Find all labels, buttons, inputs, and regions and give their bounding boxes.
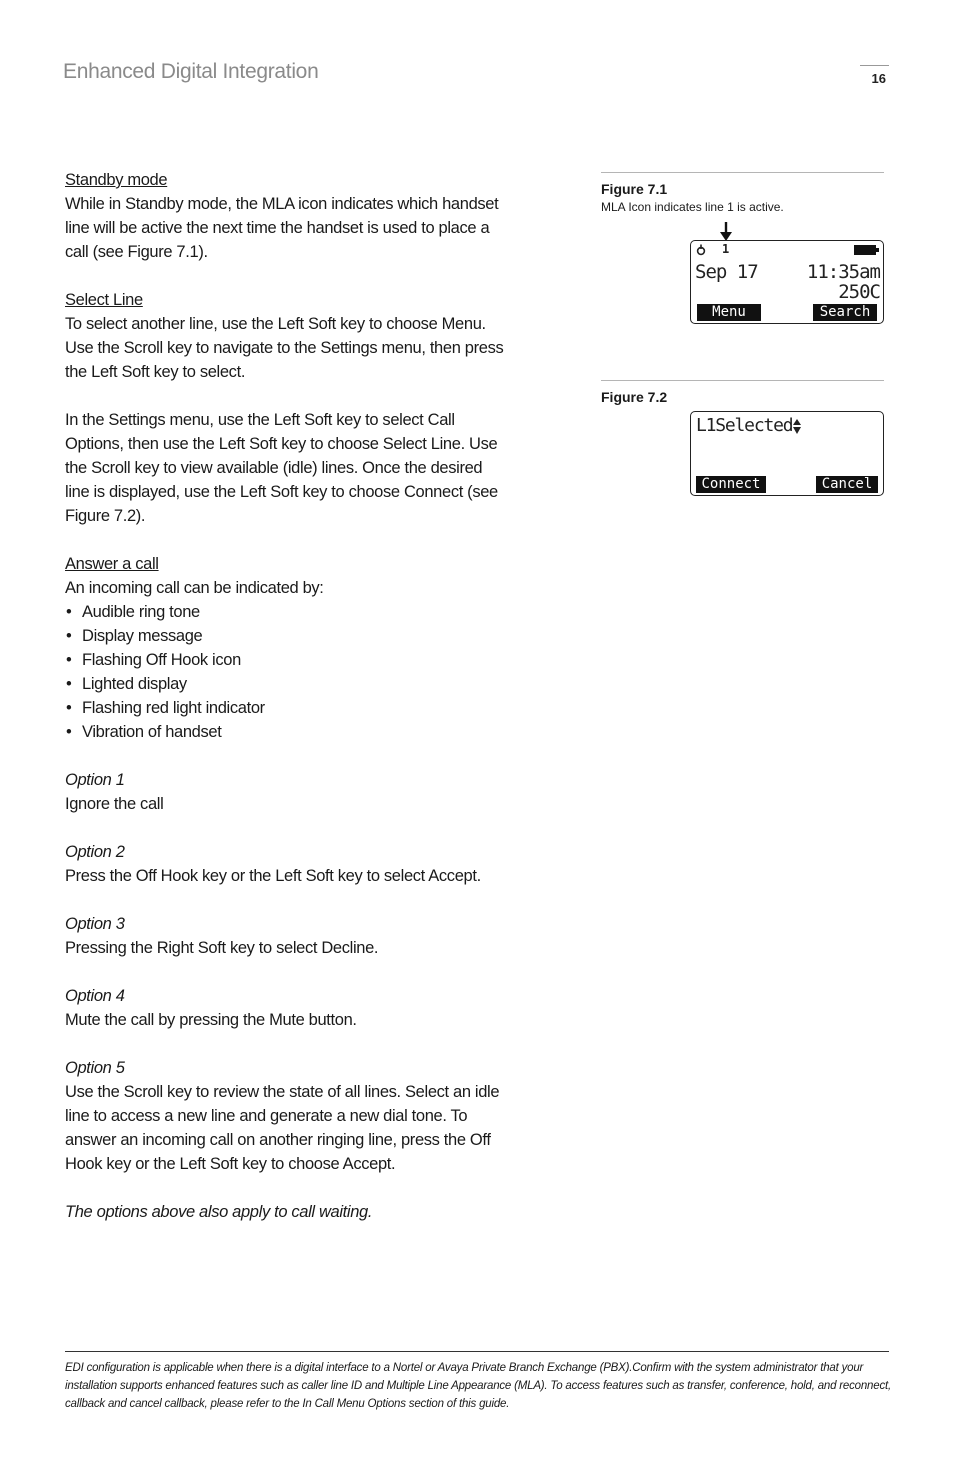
screen-message: L1Selected: [696, 415, 793, 436]
figure-1-title: Figure 7.1: [601, 181, 668, 197]
handset-screen-select-line: [690, 411, 884, 496]
answer-heading: Answer a call: [65, 555, 159, 573]
standby-heading: Standby mode: [65, 171, 168, 189]
softkey-connect: Connect: [696, 476, 766, 493]
list-item: • Flashing red light indicator: [65, 696, 505, 720]
battery-icon: [854, 244, 880, 256]
option-3-text: Pressing the Right Soft key to select Decline.: [65, 939, 379, 957]
arrow-down-icon: [719, 222, 733, 242]
list-item: • Lighted display: [65, 672, 505, 696]
mla-line-number: 1: [722, 242, 730, 256]
softkey-menu: Menu: [697, 304, 761, 321]
select-line-paragraph-2: In the Settings menu, use the Left Soft key to select Call Options, then use the Left Soft key to choose Select Line. Use the Scroll key to view available (idle) lines. Once the desired line is displayed, use the Left Soft key to choose Connect (see Figure 7.2).: [65, 411, 498, 525]
standby-paragraph: While in Standby mode, the MLA icon indicates which handset line will be active the next time the handset is used to place a call (see Figure 7.1).: [65, 195, 499, 261]
page-number: 16: [871, 71, 886, 86]
indicator-list: [65, 600, 505, 744]
option-4-text: Mute the call by pressing the Mute button.: [65, 1011, 357, 1029]
option-2-label: Option 2: [65, 843, 125, 861]
option-4-label: Option 4: [65, 987, 125, 1005]
option-3-label: Option 3: [65, 915, 125, 933]
list-item: • Vibration of handset: [65, 720, 505, 744]
answer-intro: An incoming call can be indicated by:: [65, 579, 324, 597]
main-text-column: [65, 168, 505, 1224]
scroll-updown-icon: [793, 419, 801, 434]
option-5-text: Use the Scroll key to review the state of all lines. Select an idle line to access a new line and generate a new dial tone. To answer an incoming call on another ringing line, press the Off Hook key or the Left Soft key to choose Accept.: [65, 1083, 500, 1173]
closing-note: The options above also apply to call waiting.: [65, 1203, 373, 1221]
footer-note: EDI configuration is applicable when there is a digital interface to a Nortel or Avaya Private Branch Exchange (PBX).Confirm with the system administrator that your installation supports enhanced features such as caller line ID and Multiple Line Appearance (MLA). To access features such as transfer, conference, hold, and reconnect, callback and cancel callback, please refer to the In Call Menu Options section of this guide.: [65, 1362, 891, 1410]
footer-rule: [65, 1351, 889, 1352]
page-number-rule: [860, 65, 889, 66]
figure-1-caption: MLA Icon indicates line 1 is active.: [601, 200, 784, 214]
handset-screen-standby: [690, 240, 884, 324]
option-5-label: Option 5: [65, 1059, 125, 1077]
option-2-text: Press the Off Hook key or the Left Soft key to select Accept.: [65, 867, 481, 885]
softkey-cancel: Cancel: [816, 476, 878, 493]
off-hook-icon: [696, 244, 706, 256]
list-item: • Audible ring tone: [65, 600, 505, 624]
option-1-label: Option 1: [65, 771, 125, 789]
list-item: • Display message: [65, 624, 505, 648]
option-1-text: Ignore the call: [65, 795, 164, 813]
page-header-title: Enhanced Digital Integration: [63, 60, 319, 83]
list-item: • Flashing Off Hook icon: [65, 648, 505, 672]
softkey-search: Search: [813, 304, 877, 321]
screen-date: Sep 17: [695, 261, 758, 283]
screen-extension: 250C: [838, 281, 880, 303]
select-line-heading: Select Line: [65, 291, 143, 309]
figure-1-rule: [601, 172, 884, 173]
figure-2-rule: [601, 380, 884, 381]
figure-2-title: Figure 7.2: [601, 389, 668, 405]
select-line-paragraph-1: To select another line, use the Left Soft key to choose Menu. Use the Scroll key to navigate to the Settings menu, then press the Left Soft key to select.: [65, 315, 504, 381]
screen-time: 11:35am: [806, 261, 880, 283]
